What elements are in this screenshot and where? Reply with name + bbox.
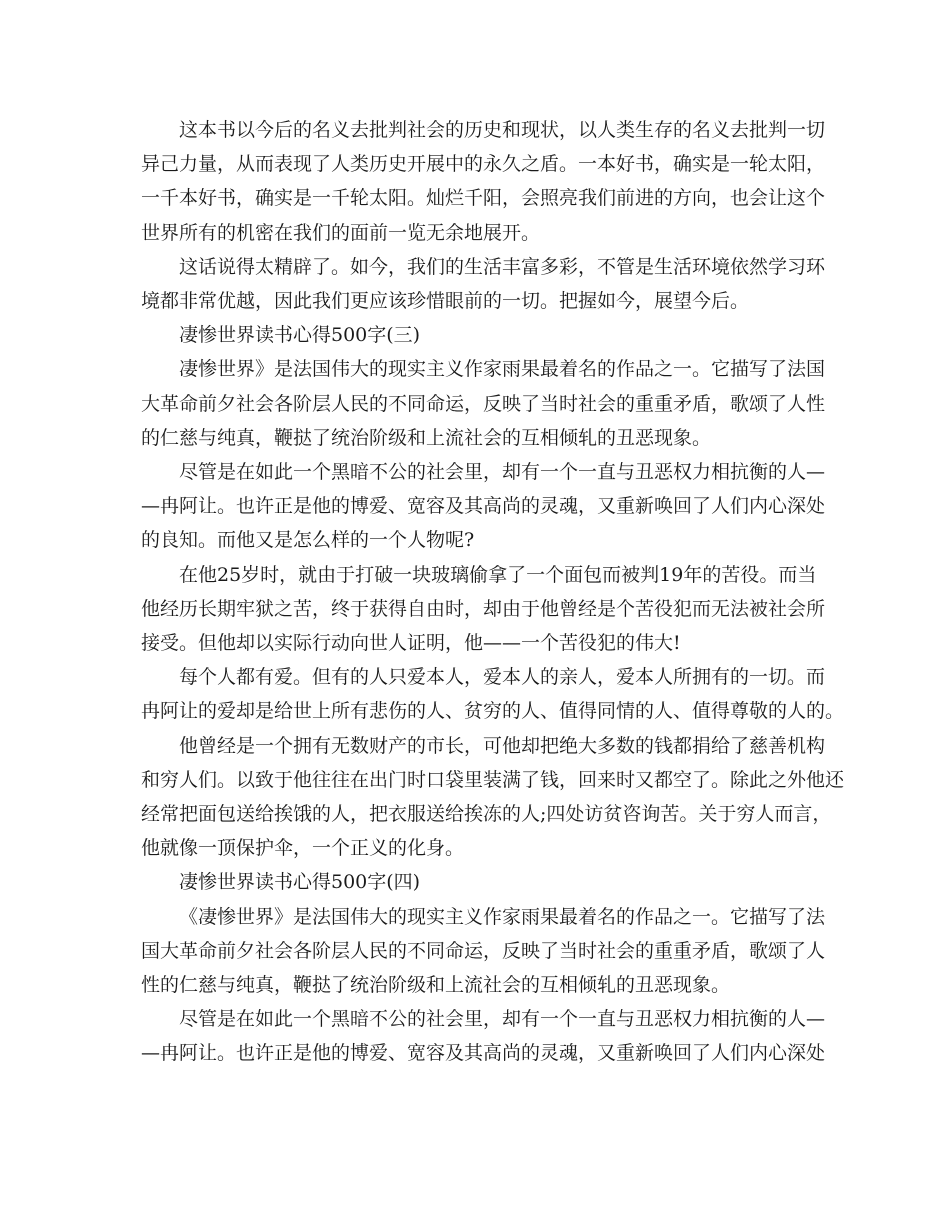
text-line: 大革命前夕社会各阶层人民的不同命运，反映了当时社会的重重矛盾，歌颂了人性 xyxy=(141,392,826,415)
text-line: —冉阿让。也许正是他的博爱、宽容及其高尚的灵魂，又重新唤回了人们内心深处 xyxy=(141,1042,826,1065)
text-line: 经常把面包送给挨饿的人，把衣服送给挨冻的人;四处访贫咨询苦。关于穷人而言， xyxy=(141,803,832,826)
paragraph xyxy=(141,455,826,558)
text-line: 一千本好书，确实是一千轮太阳。灿烂千阳，会照亮我们前进的方向，也会让这个 xyxy=(141,187,826,210)
text-line: 他曾经是一个拥有无数财产的市长，可他却把绝大多数的钱都捐给了慈善机构 xyxy=(179,734,826,757)
text-line: 尽管是在如此一个黑暗不公的社会里，却有一个一直与丑恶权力相抗衡的人— xyxy=(179,1008,826,1031)
text-line: 《凄惨世界》是法国伟大的现实主义作家雨果最着名的作品之一。它描写了法 xyxy=(179,905,826,928)
text-line: 接受。但他却以实际行动向世人证明，他——一个苦役犯的伟大! xyxy=(141,632,681,655)
paragraph xyxy=(141,729,845,866)
text-line: 的良知。而他又是怎么样的一个人物呢? xyxy=(141,529,475,552)
text-line: 在他25岁时，就由于打破一块玻璃偷拿了一个面包而被判19年的苦役。而当 xyxy=(179,563,817,586)
paragraph xyxy=(141,558,826,661)
text-line: 国大革命前夕社会各阶层人民的不同命运，反映了当时社会的重重矛盾，歌颂了人 xyxy=(141,939,826,962)
text-line: 尽管是在如此一个黑暗不公的社会里，却有一个一直与丑恶权力相抗衡的人— xyxy=(179,461,826,484)
text-line: 每个人都有爱。但有的人只爱本人，爱本人的亲人，爱本人所拥有的一切。而 xyxy=(179,666,826,689)
document-body xyxy=(141,113,845,1071)
text-line: 异己力量，从而表现了人类历史开展中的永久之盾。一本好书，确实是一轮太阳， xyxy=(141,153,826,176)
text-line: 凄惨世界》是法国伟大的现实主义作家雨果最着名的作品之一。它描写了法国 xyxy=(179,358,826,381)
heading-text: 凄惨世界读书心得500字(四) xyxy=(179,871,421,894)
paragraph xyxy=(141,113,826,250)
text-line: 境都非常优越，因此我们更应该珍惜眼前的一切。把握如今，展望今后。 xyxy=(141,290,750,313)
text-line: —冉阿让。也许正是他的博爱、宽容及其高尚的灵魂，又重新唤回了人们内心深处 xyxy=(141,495,826,518)
text-line: 冉阿让的爱却是给世上所有悲伤的人、贫穷的人、值得同情的人、值得尊敬的人的。 xyxy=(141,700,845,723)
text-line: 性的仁慈与纯真，鞭挞了统治阶级和上流社会的互相倾轧的丑恶现象。 xyxy=(141,974,731,997)
text-line: 和穷人们。以致于他往往在出门时口袋里装满了钱，回来时又都空了。除此之外他还 xyxy=(141,768,845,791)
text-line: 世界所有的机密在我们的面前一览无余地展开。 xyxy=(141,221,541,244)
text-line: 的仁慈与纯真，鞭挞了统治阶级和上流社会的互相倾轧的丑恶现象。 xyxy=(141,426,712,449)
text-line: 他经历长期牢狱之苦，终于获得自由时，却由于他曾经是个苦役犯而无法被社会所 xyxy=(141,597,826,620)
paragraph xyxy=(141,1002,826,1070)
section-heading xyxy=(141,865,821,899)
heading-text: 凄惨世界读书心得500字(三) xyxy=(179,324,421,347)
paragraph xyxy=(141,250,826,318)
text-line: 这话说得太精辟了。如今，我们的生活丰富多彩，不管是生活环境依然学习环 xyxy=(179,255,826,278)
paragraph xyxy=(141,900,826,1003)
text-line: 他就像一顶保护伞，一个正义的化身。 xyxy=(141,837,465,860)
paragraph xyxy=(141,352,826,455)
paragraph xyxy=(141,660,845,728)
text-line: 这本书以今后的名义去批判社会的历史和现状，以人类生存的名义去批判一切 xyxy=(179,119,826,141)
section-heading xyxy=(141,318,821,352)
